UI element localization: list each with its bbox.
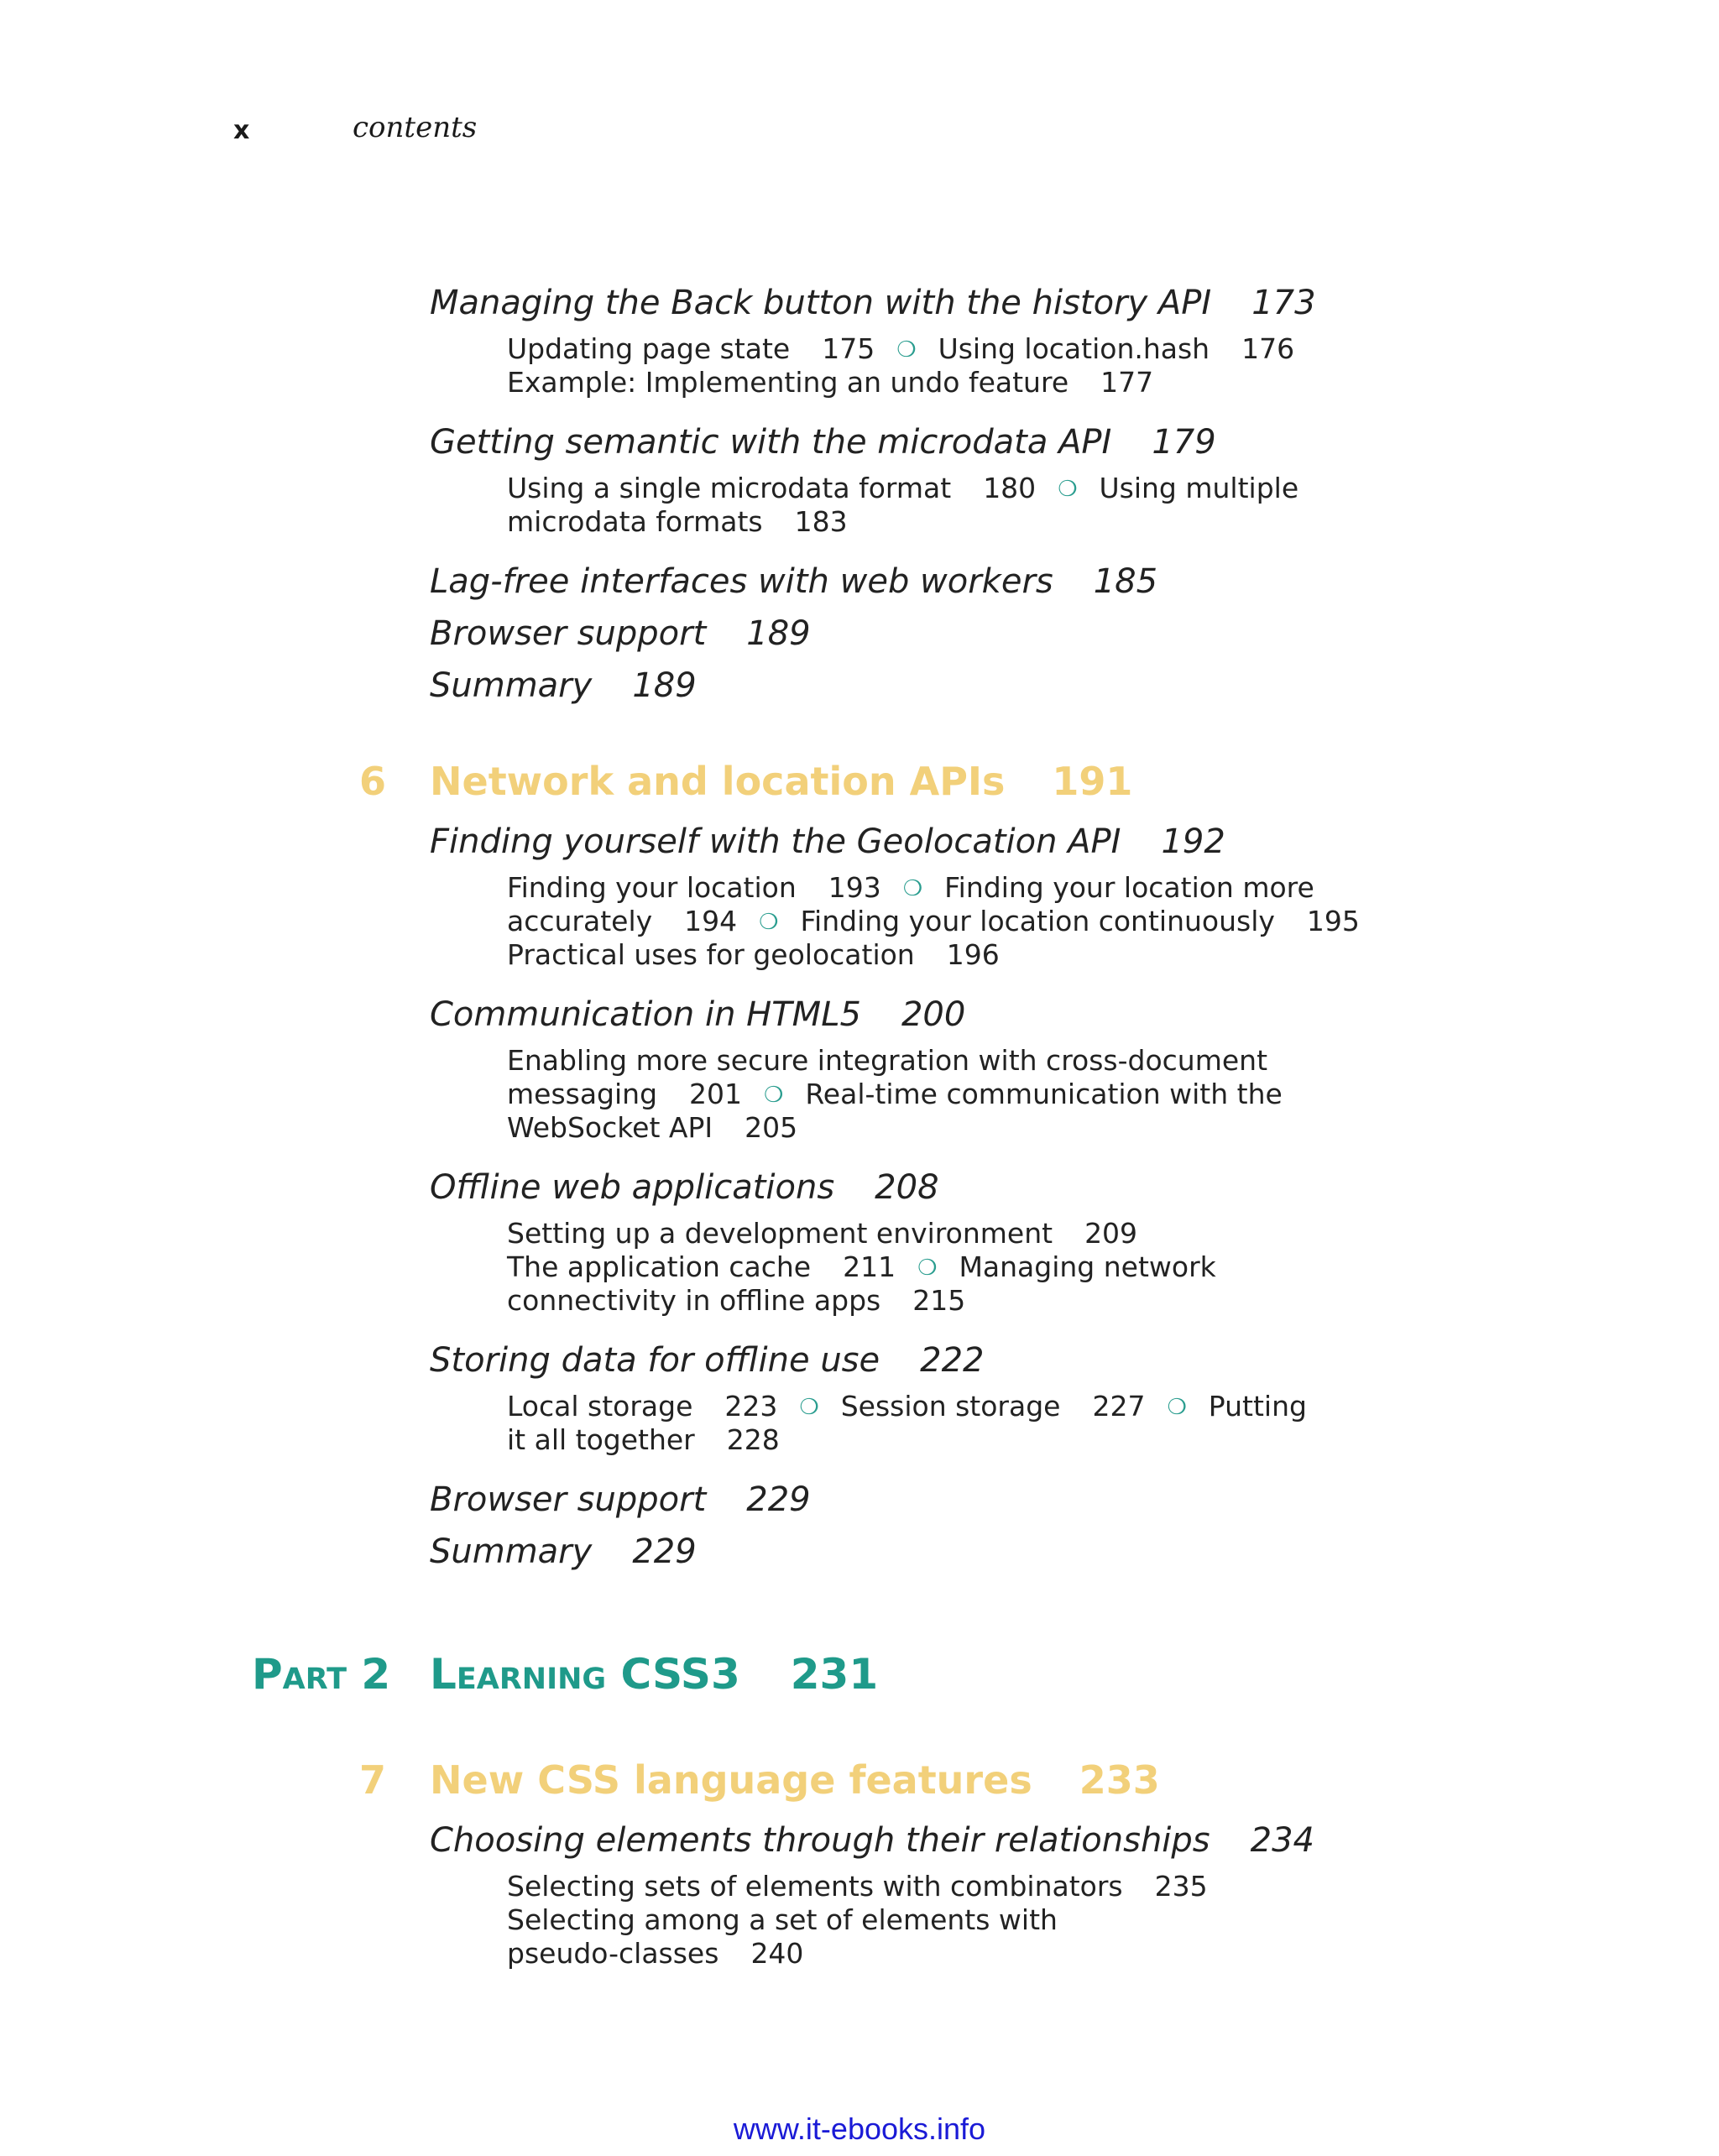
toc-section[interactable] (430, 284, 1316, 322)
page-number: 194 (684, 905, 738, 937)
subsection-title[interactable]: Example: Implementing an undo feature (507, 366, 1069, 399)
toc-subsection-line (507, 938, 1000, 971)
toc-section[interactable] (430, 423, 1216, 462)
page-number: 223 (724, 1390, 778, 1423)
subsection-title[interactable]: pseudo-classes (507, 1937, 719, 1970)
bullet-icon: ❍ (1058, 477, 1078, 502)
subsection-title[interactable]: Session storage (840, 1390, 1061, 1423)
page-number: 179 (1152, 423, 1216, 462)
page-number: 195 (1306, 905, 1360, 937)
part-title: Learning CSS3 (430, 1650, 740, 1699)
page-number: 200 (901, 995, 966, 1034)
toc-section[interactable] (430, 1532, 697, 1571)
page-number: 234 (1250, 1821, 1315, 1860)
running-head: contents (353, 111, 478, 144)
chapter-title: New CSS language features (430, 1757, 1032, 1803)
toc-section[interactable] (430, 1168, 939, 1207)
bullet-icon: ❍ (896, 337, 917, 363)
section-title: Communication in HTML5 (430, 995, 861, 1034)
page-number: 180 (983, 472, 1037, 504)
subsection-title[interactable]: Enabling more secure integration with cross-document (507, 1044, 1268, 1077)
toc-section[interactable] (430, 1341, 985, 1380)
subsection-title[interactable]: Using multiple (1099, 472, 1299, 504)
subsection-title[interactable]: Finding your location more (944, 871, 1314, 904)
subsection-title[interactable]: Practical uses for geolocation (507, 938, 915, 971)
page-number: 211 (843, 1250, 896, 1283)
subsection-title[interactable]: Updating page state (507, 332, 791, 365)
page-number: 193 (828, 871, 881, 904)
subsection-title[interactable]: accurately (507, 905, 653, 937)
subsection-title[interactable]: messaging (507, 1078, 658, 1110)
subsection-title[interactable]: WebSocket API (507, 1111, 713, 1144)
subsection-title[interactable]: Using a single microdata format (507, 472, 952, 504)
page-number: 196 (946, 938, 1000, 971)
toc-chapter[interactable] (430, 1757, 1160, 1803)
page-number: 231 (790, 1650, 879, 1699)
section-title: Managing the Back button with the history API (430, 284, 1212, 322)
chapter-title: Network and location APIs (430, 759, 1006, 804)
toc-subsection-line (507, 1903, 1058, 1936)
subsection-title[interactable]: The application cache (507, 1250, 812, 1283)
toc-section[interactable] (430, 1821, 1314, 1860)
toc-section[interactable] (430, 562, 1157, 601)
page-number: 189 (746, 614, 811, 653)
toc-section[interactable] (430, 666, 697, 705)
page-number: 209 (1084, 1217, 1138, 1250)
section-title: Browser support (430, 614, 707, 653)
toc-section[interactable] (430, 995, 965, 1034)
toc-subsection-line (507, 1078, 1283, 1110)
page-number: 185 (1093, 562, 1158, 601)
page-number: 228 (726, 1423, 780, 1456)
section-title: Offline web applications (430, 1168, 835, 1207)
subsection-title[interactable]: Finding your location (507, 871, 797, 904)
section-title: Summary (430, 666, 593, 705)
toc-subsection-line (507, 366, 1153, 399)
toc-subsection-line (507, 505, 848, 538)
subsection-title[interactable]: Selecting among a set of elements with (507, 1903, 1058, 1936)
page-folio: x (233, 116, 250, 145)
section-title: Storing data for offline use (430, 1341, 880, 1380)
section-title: Getting semantic with the microdata API (430, 423, 1112, 462)
toc-section[interactable] (430, 614, 811, 653)
subsection-title[interactable]: microdata formats (507, 505, 763, 538)
page-number: 192 (1161, 822, 1225, 861)
page-number: 205 (745, 1111, 798, 1144)
toc-subsection-line (507, 1937, 803, 1970)
bullet-icon: ❍ (759, 910, 779, 935)
toc-subsection-line (507, 472, 1298, 504)
section-title: Choosing elements through their relationships (430, 1821, 1210, 1860)
subsection-title[interactable]: it all together (507, 1423, 695, 1456)
subsection-title[interactable]: Using location.hash (938, 332, 1210, 365)
toc-chapter[interactable] (430, 759, 1132, 804)
bullet-icon: ❍ (1167, 1395, 1187, 1420)
chapter-number: 6 (359, 759, 387, 804)
subsection-title[interactable]: Setting up a development environment (507, 1217, 1053, 1250)
page-number: 215 (912, 1284, 966, 1317)
section-title: Finding yourself with the Geolocation API (430, 822, 1121, 861)
toc-subsection-line (507, 1423, 780, 1456)
page-number: 176 (1241, 332, 1295, 365)
page-number: 183 (794, 505, 848, 538)
subsection-title[interactable]: Putting (1208, 1390, 1307, 1423)
toc-subsection-line (507, 1250, 1216, 1283)
toc-subsection-line (507, 871, 1314, 904)
subsection-title[interactable]: Real-time communication with the (805, 1078, 1283, 1110)
page-number: 175 (822, 332, 875, 365)
toc-part[interactable] (430, 1650, 878, 1699)
bullet-icon: ❍ (799, 1395, 819, 1420)
toc-section[interactable] (430, 822, 1225, 861)
section-title: Summary (430, 1532, 593, 1571)
part-label: Part 2 (252, 1650, 391, 1699)
page-number: 235 (1154, 1870, 1208, 1903)
page-number: 240 (750, 1937, 804, 1970)
section-title: Browser support (430, 1480, 707, 1519)
chapter-number: 7 (359, 1757, 387, 1803)
page-number: 173 (1251, 284, 1316, 322)
page-number: 229 (632, 1532, 697, 1571)
toc-subsection-line (507, 1217, 1137, 1250)
subsection-title[interactable]: Local storage (507, 1390, 693, 1423)
toc-section[interactable] (430, 1480, 811, 1519)
bullet-icon: ❍ (764, 1083, 784, 1108)
page-number: 189 (632, 666, 697, 705)
footer-link[interactable]: www.it-ebooks.info (733, 2112, 986, 2146)
page-number: 233 (1079, 1757, 1160, 1803)
subsection-title[interactable]: connectivity in offline apps (507, 1284, 881, 1317)
toc-subsection-line (507, 1870, 1208, 1903)
subsection-title[interactable]: Selecting sets of elements with combinators (507, 1870, 1123, 1903)
section-title: Lag-free interfaces with web workers (430, 562, 1053, 601)
toc-subsection-line (507, 1044, 1267, 1077)
bullet-icon: ❍ (917, 1255, 938, 1281)
page-number: 191 (1052, 759, 1133, 804)
toc-subsection-line (507, 1111, 797, 1144)
subsection-title[interactable]: Finding your location continuously (800, 905, 1275, 937)
subsection-title[interactable]: Managing network (959, 1250, 1216, 1283)
toc-subsection-line (507, 1390, 1307, 1423)
page-number: 208 (875, 1168, 939, 1207)
toc-subsection-line (507, 905, 1360, 937)
page-number: 227 (1092, 1390, 1146, 1423)
page-number: 222 (920, 1341, 985, 1380)
page-number: 201 (689, 1078, 743, 1110)
toc-subsection-line (507, 332, 1294, 365)
page-number: 229 (746, 1480, 811, 1519)
page-number: 177 (1100, 366, 1154, 399)
bullet-icon: ❍ (902, 876, 923, 901)
toc-subsection-line (507, 1284, 965, 1317)
